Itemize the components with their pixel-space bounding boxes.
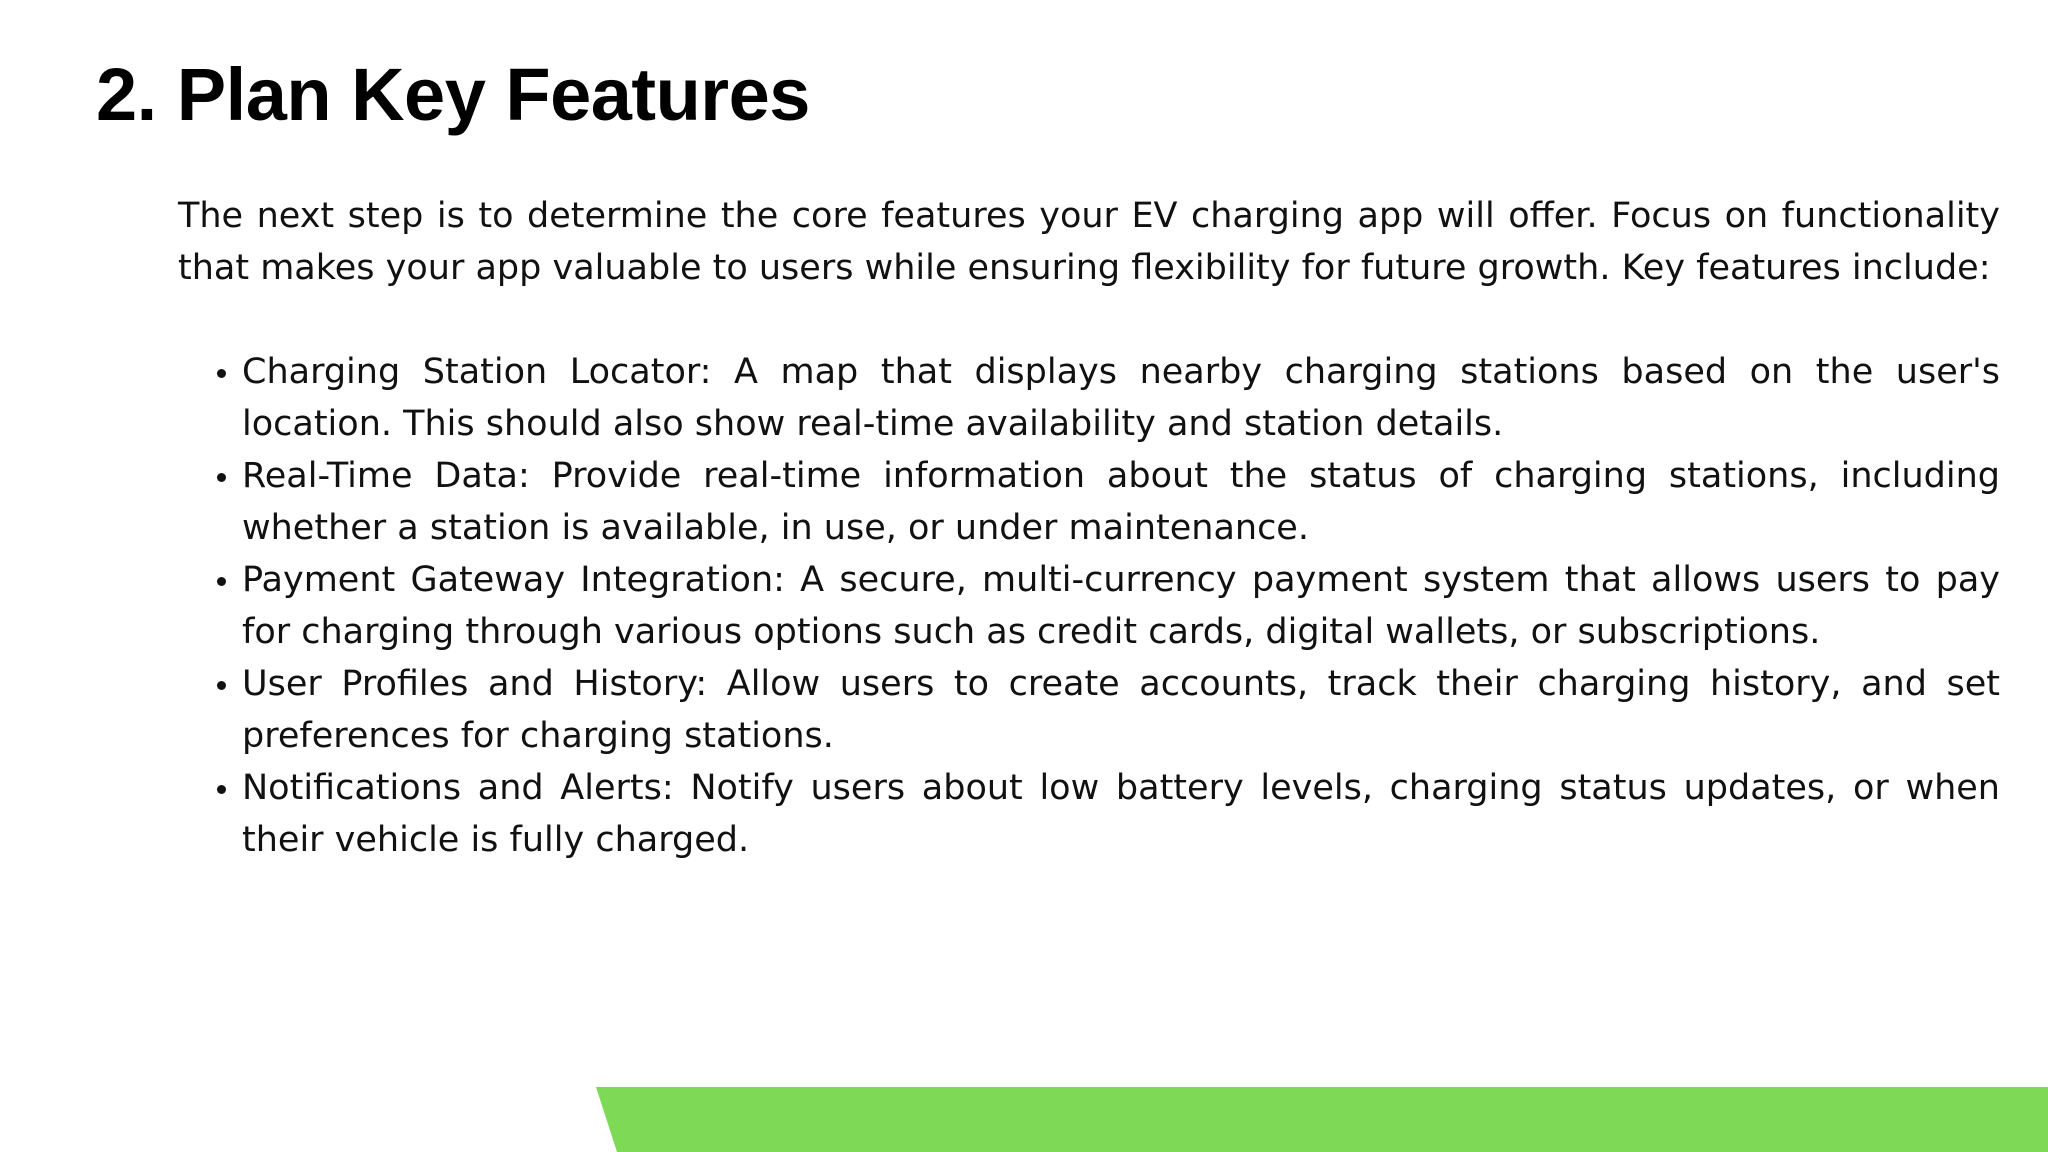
slide-title: 2. Plan Key Features (96, 53, 810, 136)
green-accent-shape (596, 1087, 2048, 1152)
slide-body (178, 190, 2000, 866)
feature-item-station-locator: • Charging Station Locator: A map that displays nearby charging stations based on the user's location. This should also show real-time availability and station details. (242, 346, 2000, 450)
feature-item-real-time-data: • Real-Time Data: Provide real-time information about the status of charging stations, including whether a station is available, in use, or under maintenance. (242, 450, 2000, 554)
feature-item-user-profiles: • User Profiles and History: Allow users to create accounts, track their charging history, and set preferences for charging stations. (242, 658, 2000, 762)
intro-paragraph: The next step is to determine the core features your EV charging app will offer. Focus on functionality that makes your app valuable to users while ensuring flexibility for future growth. Key features include: (178, 196, 2000, 288)
feature-item-notifications: • Notifications and Alerts: Notify users about low battery levels, charging status updates, or when their vehicle is fully charged. (242, 762, 2000, 866)
green-accent-bar (0, 1087, 2048, 1152)
feature-list (178, 346, 2000, 866)
feature-item-payment-gateway: • Payment Gateway Integration: A secure, multi-currency payment system that allows users to pay for charging through various options such as credit cards, digital wallets, or subscriptions. (242, 554, 2000, 658)
